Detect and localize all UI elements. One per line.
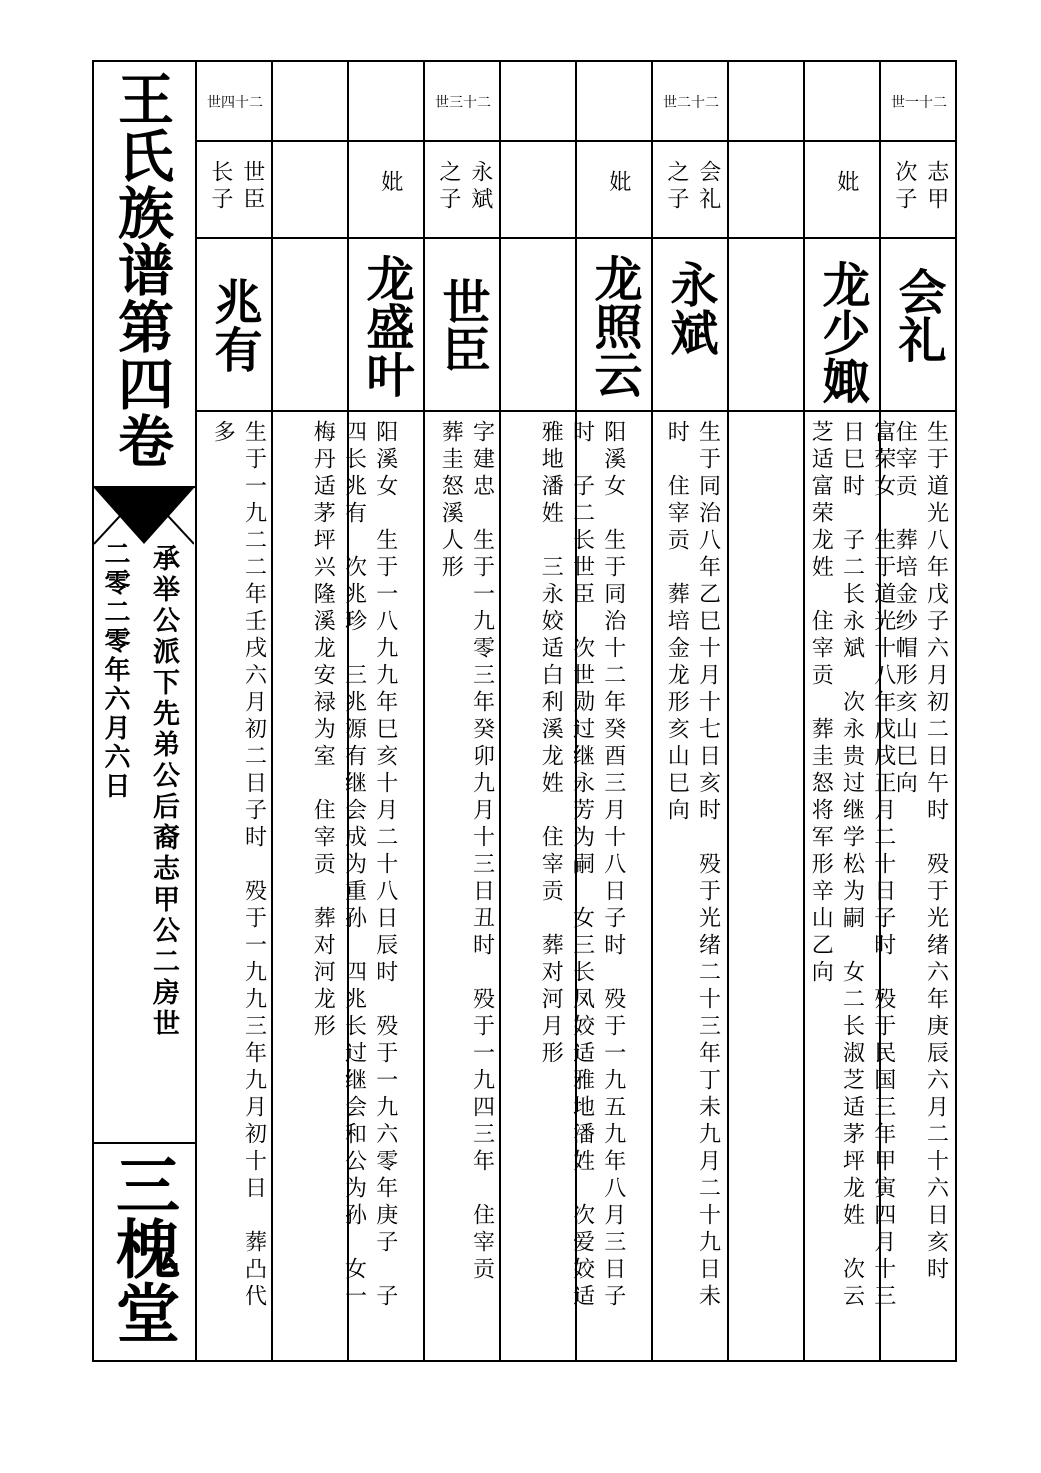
- grid-line: [195, 62, 197, 1360]
- grid-line: [727, 62, 729, 1360]
- grid-line: [499, 62, 501, 1360]
- grid-line: [651, 62, 653, 1360]
- genealogy-page: [92, 60, 957, 1362]
- generation-label: 世一十二: [891, 95, 947, 111]
- generation-label: 世二十二: [663, 95, 719, 111]
- person-name: 世臣: [434, 277, 490, 373]
- relation-label: 妣: [377, 170, 403, 197]
- person-biography: 富荣女 生于道光十八年戊戌正月二十日子时 殁于民国三年甲寅四月十三 日巳时 子二长永斌 次永贵过继学松为嗣 女二长淑芝适茅坪龙姓 次云 芝适富荣龙姓 住宰贡 葬圭怒将军形辛山乙向: [808, 420, 896, 1311]
- branch-subtitle: 承举公派下先弟公后裔志甲公二房世: [148, 544, 179, 1040]
- grid-line: [195, 410, 955, 412]
- generation-label: 世四十二: [207, 95, 263, 111]
- person-biography: 阳溪女 生于一八九九年巳亥十月二十八日辰时 殁于一九六零年庚子 子 四长兆有 次兆珍 三兆源有继会成为重孙 四兆长过继会和公为孙 女一 梅丹适茅坪兴隆溪龙安禄为室 住宰贡 葬对河龙形: [310, 420, 398, 1311]
- person-biography: 生于同治八年乙巳十月十七日亥时 殁于光绪二十三年丁未九月二十九日未 时 住宰贡 葬培金龙形亥山巳向: [664, 420, 721, 1311]
- person-name: 龙照云: [586, 254, 642, 398]
- relation-label: 志甲 次子: [891, 160, 949, 214]
- person-name: 龙盛叶: [358, 254, 414, 398]
- person-name: 龙少娵: [814, 260, 870, 404]
- person-biography: 字建忠 生于一九零三年癸卯九月十三日丑时 殁于一九四三年 住宰贡 葬圭怒溪人形: [438, 420, 495, 1284]
- book-title: 王氏族谱第四卷: [109, 70, 175, 469]
- grid-line: [195, 140, 955, 142]
- relation-label: 永斌 之子: [435, 160, 493, 214]
- grid-line: [271, 62, 273, 1360]
- person-name: 永斌: [662, 260, 718, 356]
- relation-label: 会礼 之子: [663, 160, 721, 214]
- grid-line: [423, 62, 425, 1360]
- person-biography: 阳溪女 生于同治十二年癸酉三月十八日子时 殁于一九五九年八月三日子 时 子二长世臣 次世勋过继永芳为嗣 女三长凤姣适雅地潘姓 次爱姣适 雅地潘姓 三永姣适白利溪龙姓 住宰贡 葬对河月形: [538, 420, 626, 1311]
- relation-label: 妣: [833, 170, 859, 197]
- grid-line: [195, 237, 955, 239]
- person-biography: 生于道光八年戊子六月初二日午时 殁于光绪六年庚辰六月二十六日亥时 住宰贡 葬培金纱帽形亥山巳向: [892, 420, 949, 1284]
- black-triangle-icon: [94, 488, 194, 546]
- compile-date: 二零二零年六月六日: [100, 540, 130, 801]
- person-name: 兆有: [206, 277, 262, 373]
- relation-label: 世臣 长子: [207, 160, 265, 214]
- person-name: 会礼: [890, 267, 946, 363]
- relation-label: 妣: [605, 170, 631, 197]
- hall-divider: [94, 1142, 196, 1144]
- hall-name: 三槐堂: [105, 1152, 180, 1344]
- generation-label: 世三十二: [435, 95, 491, 111]
- person-biography: 生于一九二二年壬戌六月初二日子时 殁于一九九三年九月初十日 葬凸代 多: [210, 420, 267, 1311]
